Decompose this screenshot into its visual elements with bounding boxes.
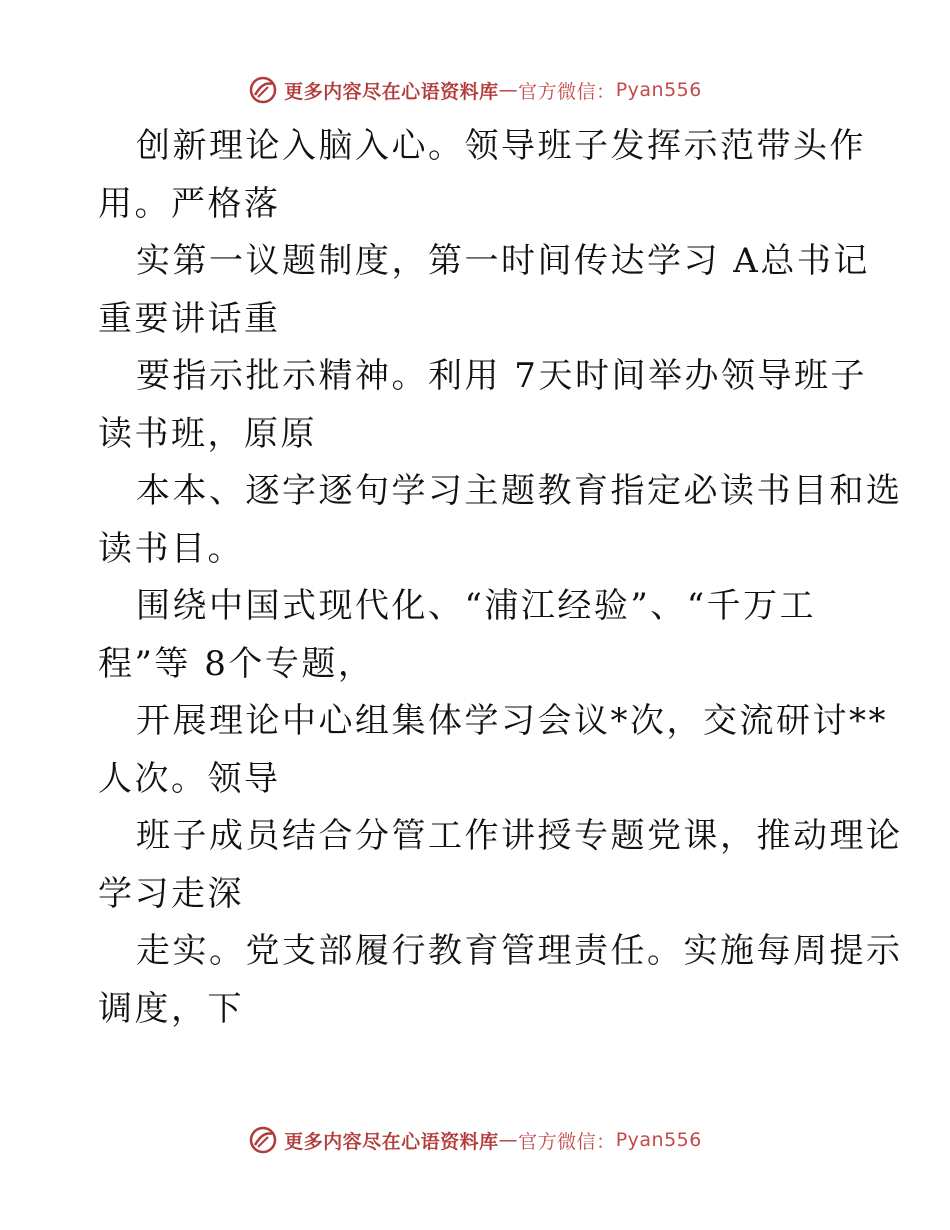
seal-logo-icon: [248, 1125, 278, 1155]
body-line: 本本、逐字逐句学习主题教育指定必读书目和选: [136, 471, 903, 511]
body-line: 用。严格落: [98, 183, 281, 224]
body-line: 创新理论入脑入心。领导班子发挥示范带头作: [136, 126, 866, 166]
watermark-dash: —: [498, 79, 519, 101]
body-line: 走实。党支部履行教育管理责任。实施每周提示: [136, 931, 903, 971]
body-line: 班子成员结合分管工作讲授专题党课，推动理论: [136, 816, 903, 856]
watermark-main-text: 更多内容尽在心语资料库: [284, 80, 499, 103]
watermark-wechat-id: Pyan556: [615, 1129, 702, 1151]
body-line: 读书班，原原: [98, 413, 317, 454]
seal-logo-icon: [248, 75, 278, 105]
body-line: 围绕中国式现代化、“浦江经验”、“千万工: [136, 586, 817, 626]
body-line: 学习走深: [98, 873, 244, 914]
body-line: 实第一议题制度，第一时间传达学习 A总书记: [136, 241, 870, 281]
body-line: 要指示批示精神。利用 7天时间举办领导班子: [136, 356, 867, 396]
watermark-wechat-label: 官方微信：: [518, 80, 616, 103]
body-line: 人次。领导: [98, 758, 281, 799]
body-line: 开展理论中心组集体学习会议*次，交流研讨**: [136, 701, 888, 741]
body-line: 程”等 8个专题，: [98, 643, 375, 684]
document-body: [98, 118, 903, 1038]
body-line: 调度，下: [98, 988, 244, 1029]
watermark-wechat-id: Pyan556: [615, 79, 702, 101]
watermark-main-text: 更多内容尽在心语资料库: [284, 1130, 499, 1153]
header-watermark: [0, 70, 950, 110]
body-line: 读书目。: [98, 528, 244, 569]
footer-watermark: [0, 1120, 950, 1160]
watermark-wechat-label: 官方微信：: [518, 1130, 616, 1153]
body-line: 重要讲话重: [98, 298, 281, 339]
watermark-dash: —: [498, 1129, 519, 1151]
